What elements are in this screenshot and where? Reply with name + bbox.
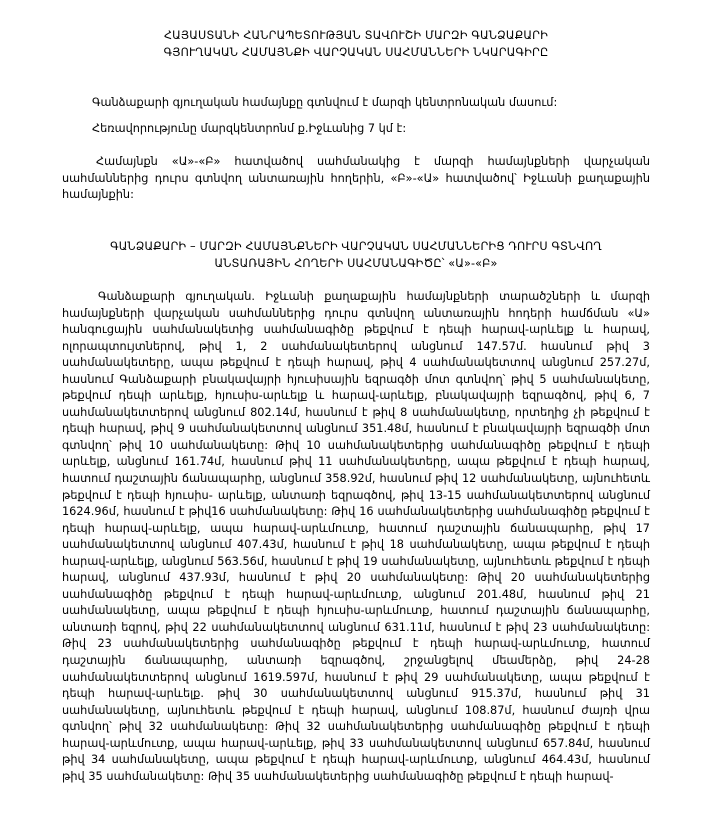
spacer-before-section-heading <box>62 204 650 238</box>
section-heading-line-1: ԳԱՆՁԱՔԱՐԻ – ՄԱՐԶԻ ՀԱՄԱՅՆՔՆԵՐԻ ՎԱՐՉԱԿԱՆ ՍԱՀՄԱՆՆԵՐԻՑ ԴՈՒՐՍ ԳՏՆՎՈՂ <box>110 239 602 253</box>
intro-line-1: Գանձաքարի գյուղական համայնքը գտնվում է մարզի կենտրոնական մասում: <box>92 96 558 109</box>
document-title-line-1: ՀԱՅԱՍՏԱՆԻ ՀԱՆՐԱՊԵՏՈՒԹՅԱՆ ՏԱՎՈՒՇԻ ՄԱՐԶԻ ԳԱՆՁԱՔԱՐԻ <box>163 29 549 42</box>
section-heading-line-2: ԱՆՏԱՌԱՅԻՆ ՀՈՂԵՐԻ ՍԱՀՄԱՆԱԳԻԾԸ՝ «Ա»-«Բ» <box>214 256 498 270</box>
spacer-intro <box>62 112 650 121</box>
section-heading <box>62 238 650 272</box>
spacer-after-title <box>62 61 650 95</box>
document-title-line-2: ԳՅՈՒՂԱԿԱՆ ՀԱՄԱՅՆՔԻ ՎԱՐՉԱԿԱՆ ՍԱՀՄԱՆՆԵՐԻ ՆԿԱՐԱԳԻՐԸ <box>163 46 549 59</box>
description-paragraph: Համայնքն «Ա»-«Բ» հատվածով սահմանակից է մարզի համայնքների վարչական սահմաններից դուրս գտնվող անտառային հողերին, «Բ»-«Ա» հատվածով՝ Իջևանի քաղաքային համայնքին: <box>62 155 650 202</box>
spacer-before-description <box>62 137 650 154</box>
spacer-before-body <box>62 272 650 289</box>
document-title <box>62 24 650 61</box>
intro-line-2: Հեռավորությունը մարզկենտրոնմ ք.Իջևանից 7 կմ է: <box>92 121 407 135</box>
boundary-description-body: Գանձաքարի գյուղական. Իջևանի քաղաքային համայնքների տարածշների և մարզի համայնքների վարչական սահմաններից դուրս գտնվող անտառային հոդերի համճման «Ա» հանգուցային սահմանակետից սահմանագիծը թեքվում է դեպի հարավ-արևելք և հարավ, ոլորապտույտներով, թիվ 1, 2 սահմանակետերով անցնում 147.57մ. հասնում թիվ 3 սահմանակետերը, ապա թեքվում է դեպի հարավ, թիվ 4 սահմանակետտով անցնում 257.27մ, հասնում Գանձաքարի բնակավայրի հյուսիսային եզրագծի մոտ գտնվող՝ թիվ 5 սահմանակետը, թեքվում դեպի արևելք, հյուսիս-արևելք և հարավ-արևելք, բնակավայրի եզրագծով, թիվ 6, 7 սահմանակետտերով անցնում 802.14մ, հասնում է թիվ 8 սահմանակետը, որտեղից չի թեքվում է դեպի հարավ, թիվ 9 սահմանակետտով անցնում 351.48մ, հասնում է բնակավայրի եզրագծի մոտ գտնվող՝ թիվ 10 սահմանակետը: Թիվ 10 սահմանակետերից սահմանագիծը թեքվում է դեպի արևելք, անցնում 161.74մ, հասնում թիվ 11 սահմանակետերը, ապա թեքվում է դեպի հարավ, հատում դաշտային ճանապարհը, անցնում 358.92մ, հասնում թիվ 12 սահմանակետը, այնուհետև թեքվում է դեպի հյուսիս- արևելք, անտառի եզրագծով, թիվ 13-15 սահմանակետտերով անցնում 1624.96մ, հասնում է թիվ16 սահմանակետը: Թիվ 16 սահմանակետերից սահմանագիծը թեքվում է դեպի հարավ-արևելք, ապա հարավ-արևմուտք, հատում դաշտային ճանապարհը, թիվ 17 սահմանակետտով անցնում 407.43մ, հասնում է թիվ 18 սահմանակետը, ապա թեքվում է դեպի հարավ-արևելք, անցնում 563.56մ, հասնում է թիվ 19 սահմանակետը, այնուհետև թեքվում է դեպի հարավ, անցնում 437.93մ, հասնում է թիվ 20 սահմանակետը: Թիվ 20 սահմանակետերից սահմանագիծը թեքվում է դեպի հարավ-արևմուտք, անցնում 201.48մ, հասնում թիվ 21 սահմանակետը, ապա թեքվում է դեպի հյուսիս-արևմուտք, հատում դաշտային ճանապարհը, անտառի եզրով, թիվ 22 սահմանակետտով անցնում 631.11մ, հասնում է թիվ 23 սահմանակետը: Թիվ 23 սահմանակետերից սահմանագիծը թեքվում է դեպի հարավ-արևմուտք, հատում դաշտային ճանապարհը, անտառի եզրագծով, շրջանցելով մեամերձը, թիվ 24-28 սահմանակետտերով անցնում 1619.597մ, հասնում է թիվ 29 սահմանակետը, ապա թեքվում է դեպի հարավ-արևելք. թիվ 30 սահմանակետտով անցնում 915.37մ, հասնում թիվ 31 սահմանակետը, այնուհետև թեքվում է դեպի հարավ, անցնում 108.87մ, հասնում ժայռի վրա գտնվող՝ թիվ 32 սահմանակետը: Թիվ 32 սահմանակետերից սահմանագիծը թեքվում է դեպի հարավ-արևմուտք, ապա հարավ-արևելք, թիվ 33 սահմանակետտով անցնում 657.84մ, հասնում թիվ 34 սահմանակետը, ապա թեքվում է դեպի հարավ-արևմուտք, անցնում 464.43մ, հասնում թիվ 35 սահմանակետը: Թիվ 35 սահմանակետերից սահմանագիծը թեքվում է դեպի հարավ- <box>62 289 650 783</box>
